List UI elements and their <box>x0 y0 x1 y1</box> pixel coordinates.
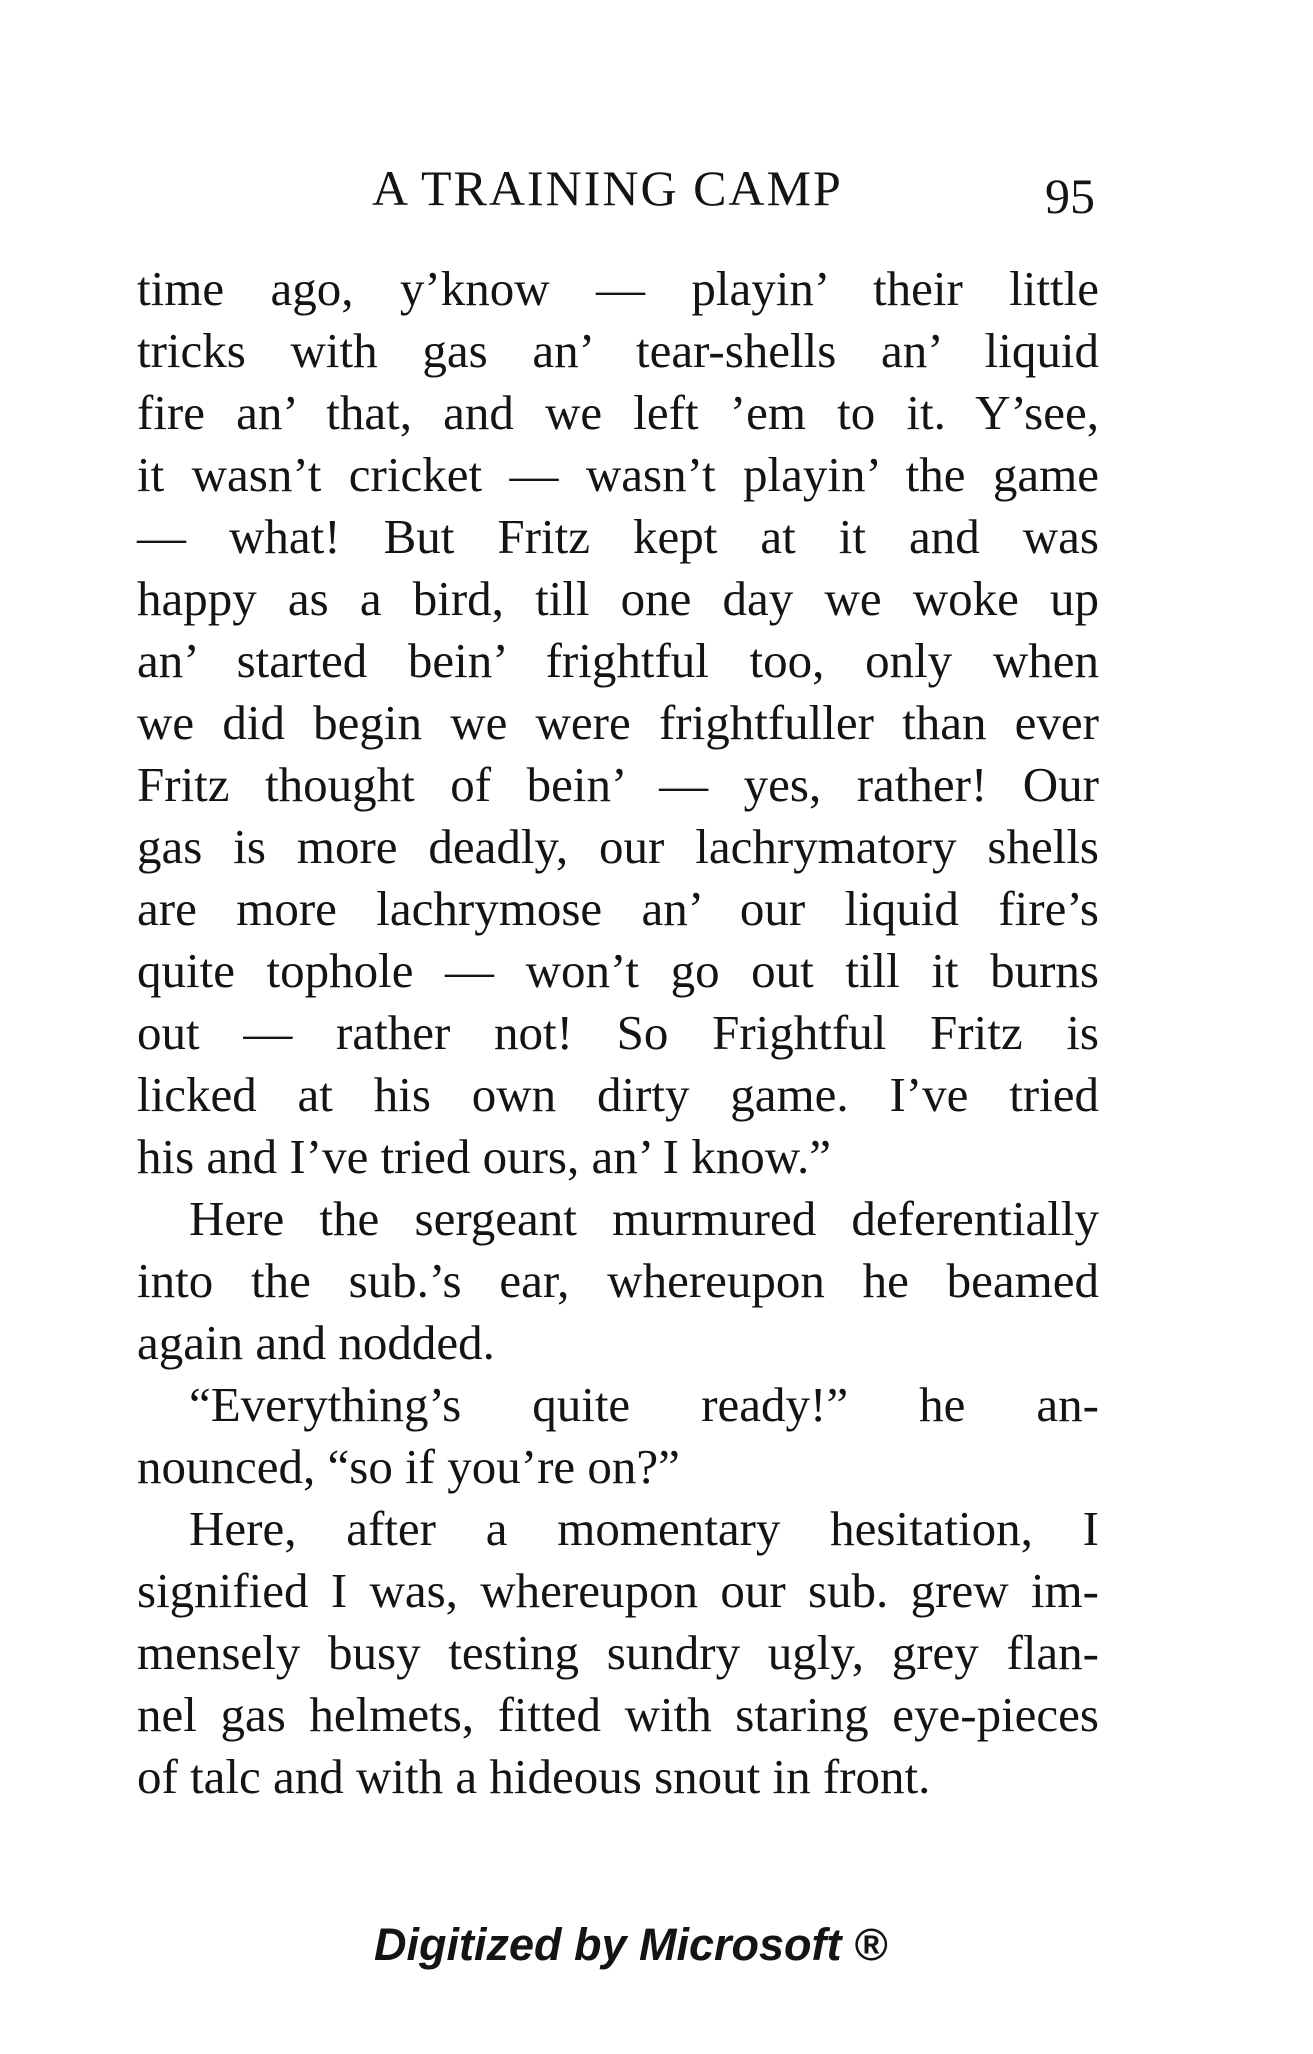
text-line: an’ started bein’ frightful too, only when <box>137 633 1099 688</box>
text-line: happy as a bird, till one day we woke up <box>137 571 1099 626</box>
text-line: signified I was, whereupon our sub. grew im- <box>137 1563 1099 1618</box>
text-line: into the sub.’s ear, whereupon he beamed <box>137 1253 1099 1308</box>
text-line: gas is more deadly, our lachrymatory shells <box>137 819 1099 874</box>
text-line: out — rather not! So Frightful Fritz is <box>137 1005 1099 1060</box>
text-line: Fritz thought of bein’ — yes, rather! Our <box>137 757 1099 812</box>
page-number: 95 <box>1045 168 1095 224</box>
text-line: tricks with gas an’ tear-shells an’ liquid <box>137 323 1099 378</box>
digitization-watermark: Digitized by Microsoft ® <box>374 1919 888 1970</box>
text-line: mensely busy testing sundry ugly, grey flan- <box>137 1625 1099 1680</box>
text-line: Here, after a momentary hesitation, I <box>189 1501 1099 1556</box>
text-line: “Everything’s quite ready!” he an- <box>189 1377 1099 1432</box>
text-line: time ago, y’know — playin’ their little <box>137 261 1099 316</box>
text-line: his and I’ve tried ours, an’ I know.” <box>137 1129 831 1184</box>
text-line: licked at his own dirty game. I’ve tried <box>137 1067 1099 1122</box>
text-line: nel gas helmets, fitted with staring eye-pieces <box>137 1687 1099 1742</box>
text-line: quite tophole — won’t go out till it burns <box>137 943 1099 998</box>
text-line: of talc and with a hideous snout in front. <box>137 1749 931 1804</box>
text-line: we did begin we were frightfuller than ever <box>137 695 1099 750</box>
text-line: are more lachrymose an’ our liquid fire’s <box>137 881 1099 936</box>
text-line: it wasn’t cricket — wasn’t playin’ the game <box>137 447 1099 502</box>
text-line: — what! But Fritz kept at it and was <box>137 509 1099 564</box>
text-line: Here the sergeant murmured deferentially <box>189 1191 1099 1246</box>
text-line: again and nodded. <box>137 1315 495 1370</box>
text-line: fire an’ that, and we left ’em to it. Y’see, <box>137 385 1099 440</box>
text-line: nounced, “so if you’re on?” <box>137 1439 680 1494</box>
running-head: A TRAINING CAMP <box>372 160 843 216</box>
